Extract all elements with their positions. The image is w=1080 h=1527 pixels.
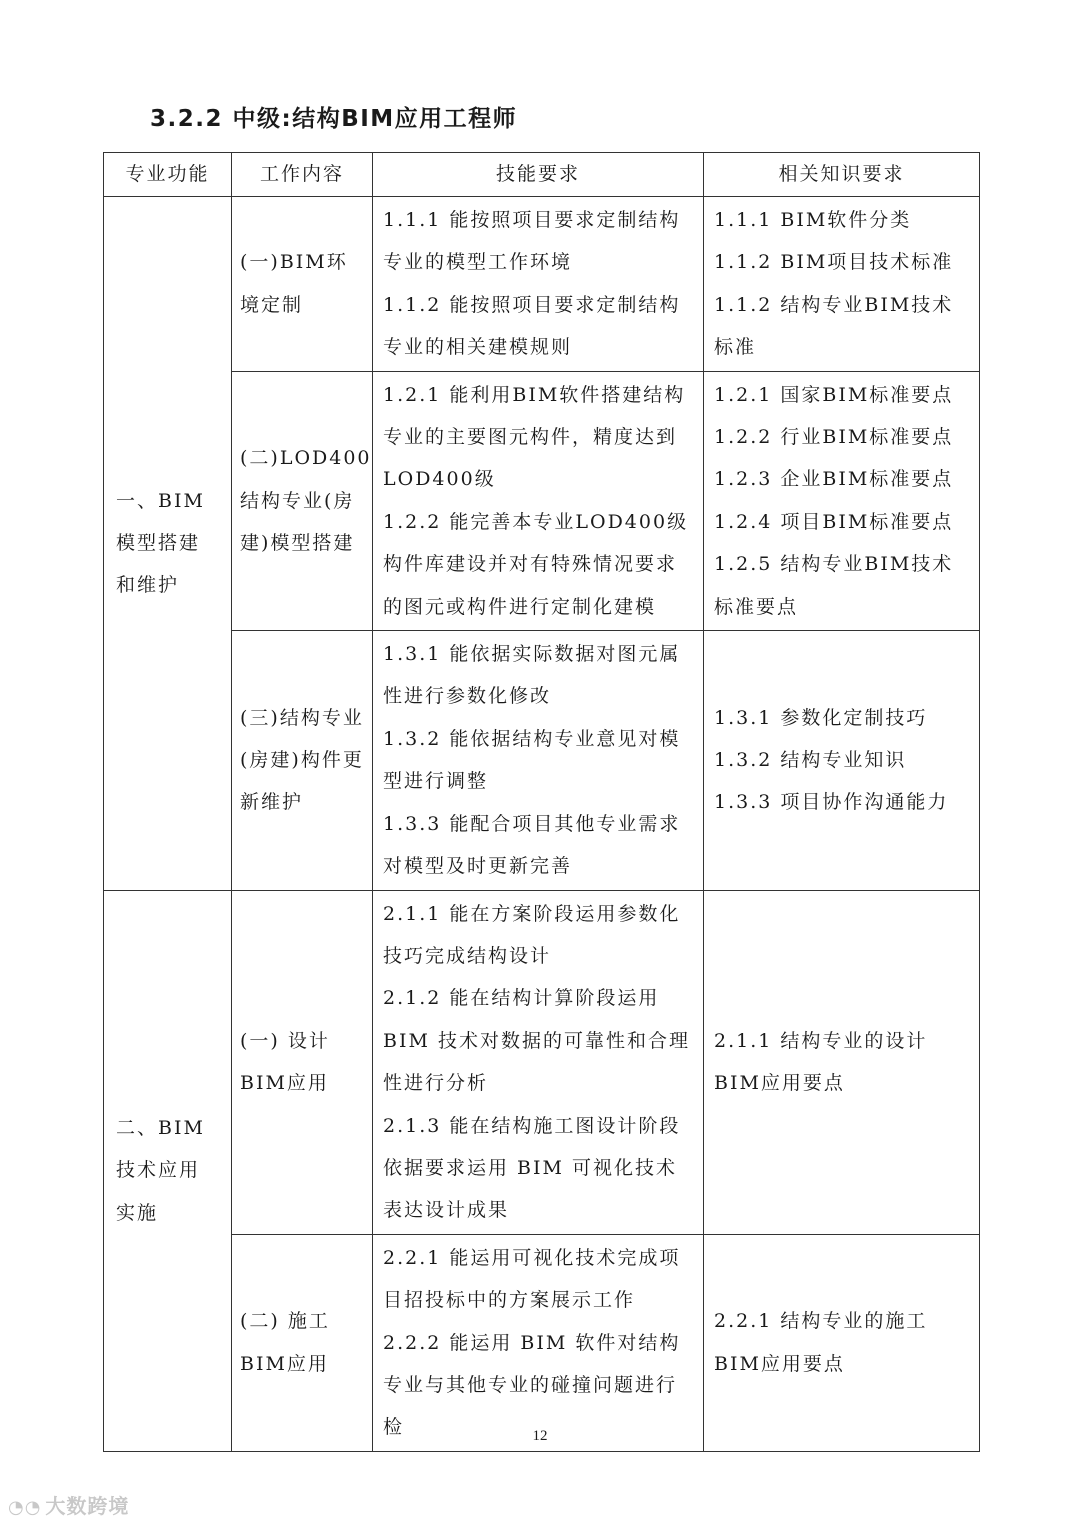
- work-content-cell: (二)LOD400结构专业(房建)模型搭建: [232, 371, 373, 630]
- column-header-function: 专业功能: [104, 153, 232, 197]
- skill-item: 1.2.1 能利用BIM软件搭建结构专业的主要图元构件，精度达到LOD400级: [383, 383, 686, 491]
- knowledge-item: 1.3.2 结构专业知识: [714, 749, 907, 772]
- skill-item: 1.2.2 能完善本专业LOD400级构件库建设并对有特殊情况要求的图元或构件进行定制化建模: [383, 510, 689, 618]
- watermark-text: 大数跨境: [45, 1494, 130, 1518]
- skill-item: 1.1.1 能按照项目要求定制结构专业的模型工作环境: [383, 209, 681, 274]
- knowledge-item: 2.1.1 结构专业的设计BIM应用要点: [714, 1029, 928, 1095]
- knowledge-cell: [704, 631, 980, 890]
- skill-item: 2.1.3 能在结构施工图设计阶段依据要求运用 BIM 可视化技术表达设计成果: [383, 1114, 681, 1222]
- column-header-knowledge: 相关知识要求: [704, 153, 980, 197]
- knowledge-cell: [704, 371, 980, 630]
- work-content-cell: (一) 设计BIM应用: [232, 890, 373, 1234]
- skill-item: 1.3.1 能依据实际数据对图元属性进行参数化修改: [383, 643, 681, 708]
- work-content-cell: (一)BIM环境定制: [232, 197, 373, 372]
- work-content-cell: (二) 施工BIM应用: [232, 1234, 373, 1451]
- column-header-work: 工作内容: [232, 153, 373, 197]
- table-row: [104, 371, 980, 630]
- skill-item: 1.1.2 能按照项目要求定制结构专业的相关建模规则: [383, 293, 681, 359]
- watermark: [8, 1490, 129, 1519]
- table-row: [104, 890, 980, 1234]
- skill-item: 2.2.1 能运用可视化技术完成项目招投标中的方案展示工作: [383, 1246, 681, 1312]
- column-header-skills: 技能要求: [373, 153, 704, 197]
- page-number: 12: [532, 1428, 548, 1444]
- competency-table: [103, 152, 980, 1452]
- skill-item: 1.3.3 能配合项目其他专业需求对模型及时更新完善: [383, 812, 681, 878]
- category-cell: 一、BIM 模型搭建和维护: [104, 197, 232, 891]
- knowledge-item: 1.2.3 企业BIM标准要点: [714, 468, 954, 491]
- watermark-logo-icon: ◔◔: [8, 1497, 42, 1518]
- skill-item: 1.3.2 能依据结构专业意见对模型进行调整: [383, 727, 681, 793]
- knowledge-item: 1.2.4 项目BIM标准要点: [714, 510, 954, 533]
- skills-cell: [373, 197, 704, 372]
- table-row: [104, 631, 980, 890]
- knowledge-cell: [704, 197, 980, 372]
- knowledge-cell: [704, 890, 980, 1234]
- section-heading: 3.2.2 中级:结构BIM应用工程师: [150, 106, 518, 132]
- skill-item: 2.2.2 能运用 BIM 软件对结构专业与其他专业的碰撞问题进行检: [383, 1331, 681, 1439]
- knowledge-item: 1.1.2 BIM项目技术标准: [714, 251, 954, 274]
- knowledge-item: 1.1.1 BIM软件分类: [714, 209, 912, 231]
- knowledge-cell: [704, 1234, 980, 1451]
- skills-cell: [373, 371, 704, 630]
- table-header-row: [104, 153, 980, 197]
- table-row: [104, 197, 980, 372]
- knowledge-item: 1.1.2 结构专业BIM技术标准: [714, 293, 954, 359]
- knowledge-item: 2.2.1 结构专业的施工BIM应用要点: [714, 1310, 928, 1375]
- skills-cell: [373, 631, 704, 890]
- knowledge-item: 1.2.5 结构专业BIM技术标准要点: [714, 553, 954, 618]
- knowledge-item: 1.3.3 项目协作沟通能力: [714, 791, 949, 814]
- knowledge-item: 1.2.2 行业BIM标准要点: [714, 426, 954, 449]
- work-content-cell: (三)结构专业(房建)构件更新维护: [232, 631, 373, 890]
- skills-cell: [373, 890, 704, 1234]
- skills-cell: [373, 1234, 704, 1451]
- knowledge-item: 1.3.1 参数化定制技巧: [714, 706, 928, 729]
- knowledge-item: 1.2.1 国家BIM标准要点: [714, 383, 954, 406]
- category-cell: 二、BIM 技术应用实施: [104, 890, 232, 1451]
- skill-item: 2.1.1 能在方案阶段运用参数化技巧完成结构设计: [383, 902, 681, 967]
- skill-item: 2.1.2 能在结构计算阶段运用BIM 技术对数据的可靠性和合理性进行分析: [383, 987, 690, 1095]
- table-row: [104, 1234, 980, 1451]
